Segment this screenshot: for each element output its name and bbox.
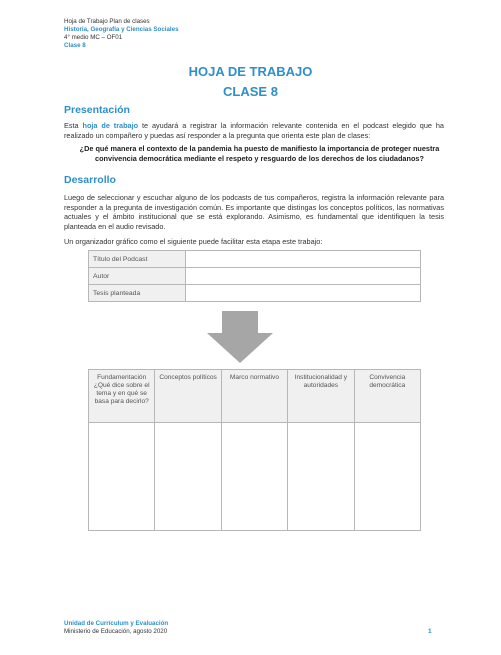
- page-number: 1: [428, 628, 432, 635]
- desarrollo-intro: Un organizador gráfico como el siguiente puede facilitar esta etapa este trabajo:: [64, 237, 323, 246]
- column-header-fundamentacion: Fundamentación ¿Qué dice sobre el tema y en qué se basa para decirlo?: [89, 370, 155, 423]
- podcast-title-label: Título del Podcast: [89, 251, 186, 268]
- doc-header-level: 4° medio MC – OF01: [64, 34, 123, 41]
- institucionalidad-cell[interactable]: [288, 423, 354, 531]
- fundamentacion-cell[interactable]: [89, 423, 155, 531]
- column-header-institucionalidad: Institucionalidad y autoridades: [288, 370, 354, 423]
- presentacion-text-start: Esta: [64, 121, 83, 130]
- table-row: [89, 251, 421, 268]
- podcast-title-field[interactable]: [186, 251, 421, 268]
- presentacion-text: [64, 121, 444, 140]
- author-field[interactable]: [186, 268, 421, 285]
- author-label: Autor: [89, 268, 186, 285]
- desarrollo-paragraph: Luego de seleccionar y escuchar alguno de los podcasts de tus compañeros, registra la información relevante para responder a la pregunta de investigación común. Es importante que distingas los conceptos políticos, las normativas actuales y el ámbito institucional que se está explorando. Asimismo, es fundamental que identifiquen la tesis planteada en el audio revisado.: [64, 193, 444, 231]
- table-row: [89, 423, 421, 531]
- section-heading-presentacion: Presentación: [64, 104, 130, 116]
- presentacion-highlight: hoja de trabajo: [82, 121, 139, 130]
- down-arrow-icon: [207, 311, 273, 363]
- conceptos-cell[interactable]: [155, 423, 221, 531]
- marco-cell[interactable]: [221, 423, 287, 531]
- graphic-organizer-table: [88, 369, 421, 531]
- footer-unit: Unidad de Currículum y Evaluación: [64, 620, 169, 627]
- page-subtitle: CLASE 8: [223, 84, 278, 99]
- column-header-convivencia: Convivencia democrática: [354, 370, 420, 423]
- column-header-conceptos: Conceptos políticos: [155, 370, 221, 423]
- guiding-question: ¿De qué manera el contexto de la pandemia ha puesto de manifiesto la importancia de proteger nuestra convivencia democrática mediante el respeto y resguardo de los derechos de los ciudadanos?: [79, 144, 440, 163]
- convivencia-cell[interactable]: [354, 423, 420, 531]
- table-row: [89, 285, 421, 302]
- podcast-info-table: [88, 250, 421, 302]
- footer-ministry: Ministerio de Educación, agosto 2020: [64, 628, 168, 635]
- column-header-marco: Marco normativo: [221, 370, 287, 423]
- table-header-row: [89, 370, 421, 423]
- doc-header-title: Hoja de Trabajo Plan de clases: [64, 18, 150, 25]
- thesis-label: Tesis planteada: [89, 285, 186, 302]
- thesis-field[interactable]: [186, 285, 421, 302]
- doc-header-subject: Historia, Geografía y Ciencias Sociales: [64, 26, 179, 33]
- section-heading-desarrollo: Desarrollo: [64, 174, 116, 186]
- table-row: [89, 268, 421, 285]
- presentacion-text-end: te ayudará a registrar la información relevante contenida en el podcast elegido que ha realizado un compañero y puedas así responder a la pregunta que orienta este plan de clases:: [64, 121, 444, 140]
- page-title: HOJA DE TRABAJO: [188, 64, 313, 79]
- doc-header-class: Clase 8: [64, 42, 86, 49]
